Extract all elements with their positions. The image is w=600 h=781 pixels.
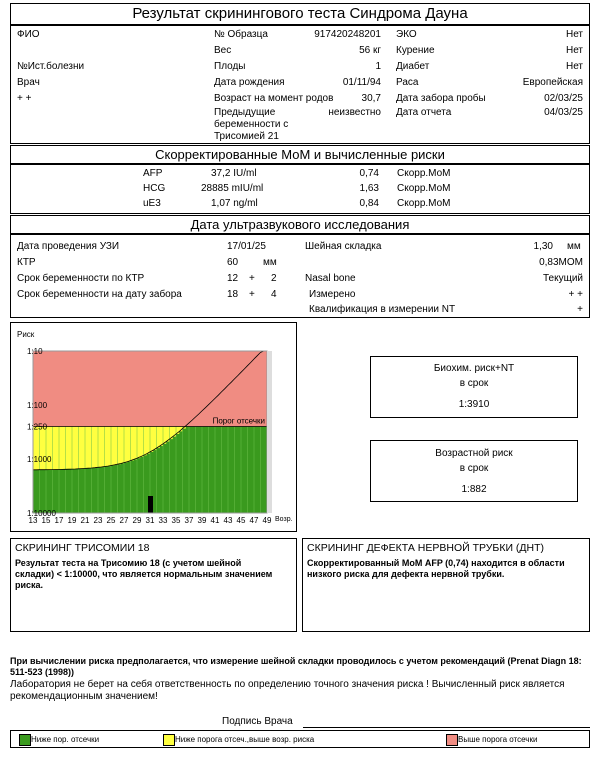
age-risk-bar [228,426,232,513]
mom-value: 1,07 ng/ml [211,198,258,209]
age-risk-bar [118,464,122,513]
y-tick-label: 1:250 [27,422,48,432]
ntd-text: Скорректированный МоМ AFP (0,74) находится в области низкого риска для дефекта нервной трубки. [307,558,565,579]
ga-draw-days: 4 [271,289,277,300]
ga-ktr-plus: + [249,273,255,284]
mom-type: Скорр.МоМ [397,198,451,209]
x-tick-label: 39 [197,516,207,525]
measured-label: Измерено [309,289,356,300]
age-risk-bar [144,455,148,513]
x-tick-label: 35 [171,516,181,525]
ga-draw-weeks: 18 [227,289,239,300]
y-tick-label: 1:1000 [27,455,52,464]
age-risk-bar [111,466,115,513]
legend-high-swatch [446,734,458,746]
age-risk-bar [209,426,213,513]
ktr-unit: мм [263,257,277,268]
doctor-label: Врач [17,77,40,88]
mom-section-title: Скорректированные МоМ и вычисленные риски [10,145,590,164]
weight-value: 56 кг [359,45,381,56]
x-tick-label: 31 [145,516,155,525]
race-value: Европейская [522,77,583,88]
history-number-label: №Ист.болезни [17,61,85,72]
age-risk-bar [176,434,180,513]
mom-name: uE3 [143,198,161,209]
age-risk-bar [196,426,200,513]
age-risk-bar [241,426,245,513]
nt-qualification-value: + [577,304,583,315]
draw-date-label: Дата забора пробы [396,93,486,104]
x-tick-label: 21 [80,516,90,525]
age-risk-box [370,440,578,502]
sample-number-label: № Образца [214,29,268,40]
mom-value: 28885 mIU/ml [201,183,264,194]
mom-type: Скорр.МоМ [397,183,451,194]
x-tick-label: 19 [67,516,77,525]
y-tick-label: 1:10000 [27,509,56,518]
age-at-delivery-value: 30,7 [361,93,381,104]
nt-qualification-label: Квалификация в измерении NT [309,304,456,315]
y-tick-label: 1:10 [27,347,43,356]
mom-type: Скорр.МоМ [397,168,451,179]
cutoff-label: Порог отсечки [212,416,265,426]
weight-label: Вес [214,45,232,56]
mom-table [10,164,590,214]
age-risk-bar [53,470,57,513]
report-title: Результат скринингового теста Синдрома Дауна [10,3,590,25]
x-tick-label: 15 [41,516,51,525]
ktr-label: КТР [17,257,36,268]
x-tick-label: 25 [106,516,116,525]
age-risk-bar [215,426,219,513]
risk-chart [11,323,296,531]
mom-value: 37,2 IU/ml [211,168,257,179]
legend-low-label: Ниже пор. отсечки [31,735,100,744]
age-risk-bar [33,470,37,513]
age-risk-bar [189,426,193,513]
nt-unit: мм [567,241,581,252]
us-date-value: 17/01/25 [227,241,266,252]
biochem-risk-sub: в срок [459,378,489,389]
nt-value: 1,30 [533,241,553,252]
x-tick-label: 49 [262,516,272,525]
age-risk-bar [163,444,167,513]
signature-line [303,727,590,728]
biochem-risk-box [370,356,578,418]
biochem-risk-title: Биохим. риск+NT [433,363,515,374]
footer-note-bold: При вычислении риска предполагается, что измерение шейной складки проводилось с учетом рекомендаций (Prenat Diagn 18: 511-523 (1998)) [10,656,582,677]
legend-mid-swatch [163,734,175,746]
x-tick-label: 13 [28,516,38,525]
x-tick-label: 33 [158,516,168,525]
report-date-value: 04/03/25 [544,107,583,118]
age-risk-title: Возрастной риск [435,448,513,459]
ga-ktr-weeks: 12 [227,273,239,284]
t18-panel [10,538,297,632]
race-label: Раса [396,77,419,88]
birth-date-label: Дата рождения [214,77,285,88]
patient-info-panel [10,25,590,144]
doctor-signature-label: Подпись Врача [222,716,293,727]
smoking-label: Курение [396,45,435,56]
nasal-bone-value: Текущий [543,273,583,284]
draw-date-value: 02/03/25 [544,93,583,104]
high-risk-area [33,351,267,426]
mom-mom: 0,74 [359,168,379,179]
us-date-label: Дата проведения УЗИ [17,241,120,252]
diabetes-value: Нет [565,61,583,72]
legend-mid-label: Ниже порога отсеч.,выше возр. риска [175,735,315,744]
age-risk-bar [105,467,109,513]
ga-draw-label: Срок беременности на дату забора [17,289,182,300]
ga-ktr-days: 2 [271,273,277,284]
age-risk-bar [79,469,83,513]
age-risk-bar [261,426,265,513]
diabetes-label: Диабет [396,61,430,72]
patient-marker [148,496,153,513]
prev-t21-value: неизвестно [328,107,381,118]
plot-scrollbar [267,351,272,513]
birth-date-value: 01/11/94 [342,77,381,88]
age-risk-bar [137,458,141,513]
age-risk-bar [85,468,89,513]
y-tick-label: 1:100 [27,401,48,410]
age-risk-bar [131,461,135,513]
age-risk-value: 1:882 [461,484,487,495]
ktr-value: 60 [227,257,239,268]
age-risk-bar [40,470,44,513]
x-tick-label: 17 [54,516,64,525]
footer-note: Лаборатория не берет на себя ответственность по определению точного значения риска ! Вычисленный риск является рекомендационным значением! [10,679,565,702]
x-tick-label: 43 [223,516,233,525]
legend-high-label: Выше порога отсечки [458,735,538,744]
age-risk-bar [254,426,258,513]
mom-mom: 1,63 [359,183,379,194]
us-section-title: Дата ультразвукового исследования [10,215,590,234]
age-risk-bar [202,426,206,513]
mom-name: AFP [143,168,163,179]
t18-title: СКРИНИНГ ТРИСОМИИ 18 [15,542,150,554]
prev-t21-label: Предыдущие беременности с Трисомией 21 [214,107,289,142]
age-risk-bar [72,469,76,513]
misc-label: + + [17,93,32,104]
age-risk-bar [235,426,239,513]
age-risk-bar [183,429,187,513]
x-tick-label: 47 [249,516,259,525]
legend-low-swatch [19,734,31,746]
x-tick-label: 29 [132,516,142,525]
ivf-label: ЭКО [396,29,417,40]
nt-label: Шейная складка [305,241,382,252]
x-tick-label: 45 [236,516,246,525]
measured-value: + + [568,289,583,300]
mom-mom: 0,84 [359,198,379,209]
age-at-delivery-label: Возраст на момент родов [214,93,334,104]
x-tick-label: 41 [210,516,220,525]
age-risk-bar [46,470,50,513]
biochem-risk-value: 1:3910 [458,399,490,410]
age-risk-bar [92,468,96,513]
age-risk-bar [157,448,161,513]
nasal-bone-label: Nasal bone [305,273,356,284]
x-tick-label: 27 [119,516,129,525]
ga-draw-plus: + [249,289,255,300]
ivf-value: Нет [565,29,583,40]
t18-text: Результат теста на Трисомию 18 (с учетом шейной складки) < 1:10000, что является нормальным значением риска. [15,558,273,590]
age-risk-bar [248,426,252,513]
fio-label: ФИО [17,29,40,40]
x-tick-label: 23 [93,516,103,525]
sample-number-value: 917420248201 [314,29,381,40]
age-risk-bar [222,426,226,513]
nt-mom: 0,83МОМ [539,257,583,268]
ntd-panel [302,538,590,632]
risk-chart-panel [10,322,297,532]
smoking-value: Нет [565,45,583,56]
age-risk-bar [66,469,70,513]
age-risk-bar [124,463,128,513]
report-date-label: Дата отчета [396,107,452,118]
ga-ktr-label: Срок беременности по КТР [17,273,145,284]
fetuses-value: 1 [375,61,381,72]
age-risk-bar [59,469,63,513]
ntd-title: СКРИНИНГ ДЕФЕКТА НЕРВНОЙ ТРУБКИ (ДНТ) [307,542,545,554]
age-risk-sub: в срок [459,463,489,474]
us-panel [10,234,590,318]
x-axis-label: Возр. [275,516,293,523]
age-risk-bar [170,439,174,513]
age-risk-bar [98,467,102,513]
mom-name: HCG [143,183,166,194]
x-tick-label: 37 [184,516,194,525]
legend [10,730,590,748]
fetuses-label: Плоды [214,61,246,72]
chart-title: Риск [17,330,35,339]
